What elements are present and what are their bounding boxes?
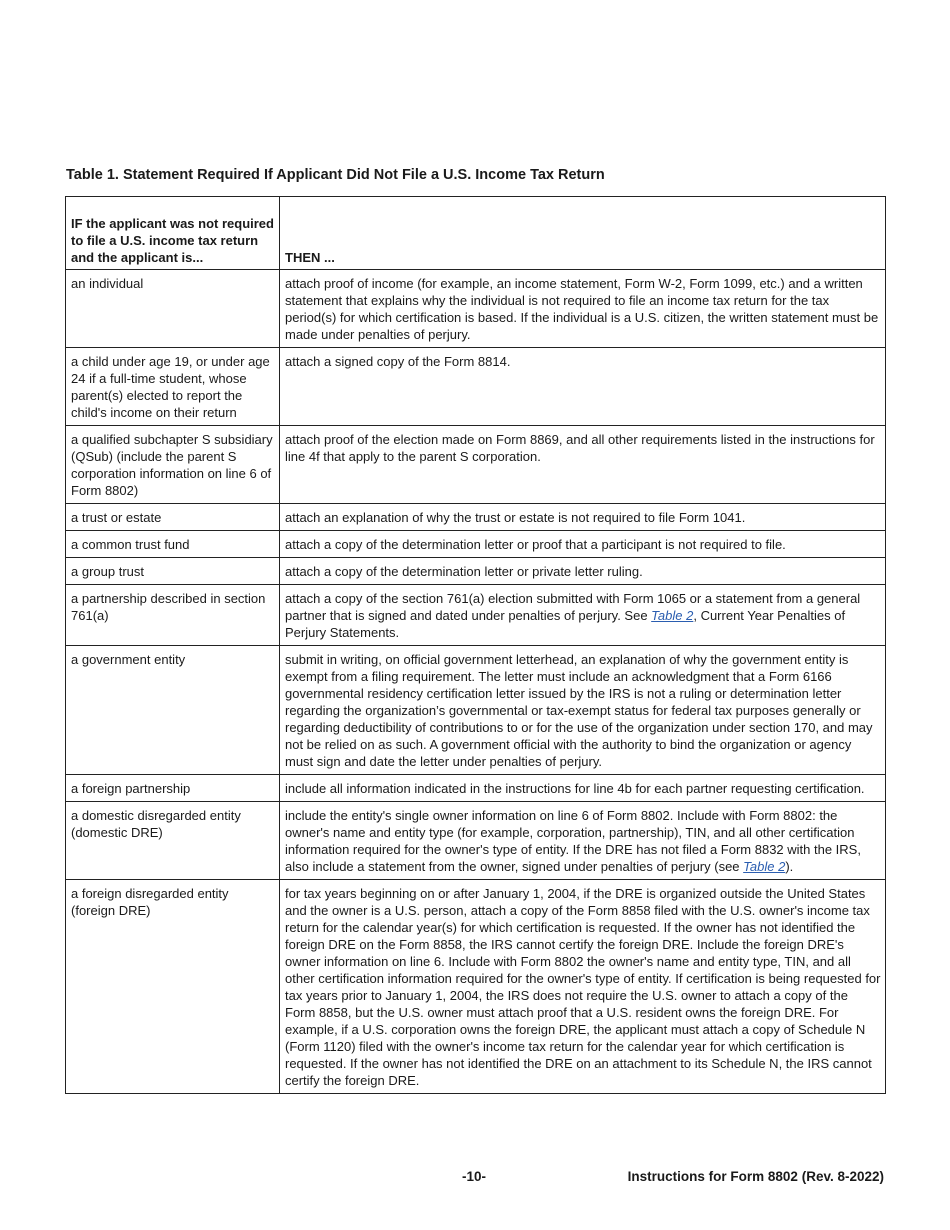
row-then-cell <box>280 585 886 646</box>
table-row <box>66 348 886 426</box>
row-if-cell: a trust or estate <box>66 504 280 531</box>
header-if: IF the applicant was not required to file a U.S. income tax return and the applicant is... <box>66 197 280 270</box>
table-title: Table 1. Statement Required If Applicant Did Not File a U.S. Income Tax Return <box>66 167 605 183</box>
table-row <box>66 880 886 1094</box>
table-row <box>66 775 886 802</box>
header-then: THEN ... <box>280 197 886 270</box>
row-then-cell: attach a copy of the determination letter or private letter ruling. <box>280 558 886 585</box>
table-2-link[interactable]: Table 2 <box>651 608 694 623</box>
row-then-cell: attach proof of income (for example, an income statement, Form W-2, Form 1099, etc.) and a written statement that explains why the individual is not required to file an income tax return for the tax period(s) for which certification is based. If the individual is a U.S. citizen, the written statement must be made under penalties of perjury. <box>280 270 886 348</box>
row-if-cell: a foreign disregarded entity (foreign DRE) <box>66 880 280 1094</box>
page-number: -10- <box>462 1169 487 1184</box>
row-then-cell: attach a signed copy of the Form 8814. <box>280 348 886 426</box>
table-row <box>66 585 886 646</box>
table-row <box>66 531 886 558</box>
row-then-cell <box>280 802 886 880</box>
row-then-cell: submit in writing, on official government letterhead, an explanation of why the government entity is exempt from a filing requirement. The letter must include an acknowledgment that a Form 6166 governmental residency certification letter issued by the IRS is not a ruling or determination letter regarding the organization’s governmental or tax-exempt status for federal tax purposes generally or regarding deductibility of contributions to or for the use of the organization under section 170, and may not be relied on as such. A government official with the authority to bind the organization or agency must sign and date the letter under penalties of perjury. <box>280 646 886 775</box>
row-then-cell: for tax years beginning on or after January 1, 2004, if the DRE is organized outside the United States and the owner is a U.S. person, attach a copy of the Form 8858 filed with the U.S. owner's income tax return for the calendar year(s) for which certification is requested. If the owner has not identified the foreign DRE on the Form 8858, the IRS cannot certify the foreign DRE. Include the foreign DRE's owner information on line 6. Include with Form 8802 the owner's name and entity type, TIN, and all other certification information required for the owner's type of entity. If certification is being requested for tax years prior to January 1, 2004, the IRS does not require the U.S. owner to attach a copy of the Form 8858, but the U.S. owner must attach proof that a U.S. resident owns the foreign DRE. For example, if a U.S. corporation owns the foreign DRE, the applicant must attach a copy of Schedule N (Form 1120) filed with the owner's income tax return for the calendar year for which certification is requested. If the owner has not identified the DRE on an attachment to its Schedule N, the IRS cannot certify the foreign DRE. <box>280 880 886 1094</box>
table-header-row <box>66 197 886 270</box>
row-then-cell: attach proof of the election made on Form 8869, and all other requirements listed in the instructions for line 4f that apply to the parent S corporation. <box>280 426 886 504</box>
row-then-cell: attach an explanation of why the trust or estate is not required to file Form 1041. <box>280 504 886 531</box>
row-then-cell: include all information indicated in the instructions for line 4b for each partner requesting certification. <box>280 775 886 802</box>
statement-table <box>65 196 886 1094</box>
row-if-cell: a qualified subchapter S subsidiary (QSub) (include the parent S corporation information on line 6 of Form 8802) <box>66 426 280 504</box>
table-row <box>66 646 886 775</box>
row-then-text: , Current Year Penalties of Perjury Statements. <box>285 608 846 640</box>
table-row <box>66 558 886 585</box>
table-row <box>66 504 886 531</box>
row-then-text: attach a copy of the section 761(a) election submitted with Form 1065 or a statement from a general partner that is signed and dated under penalties of perjury. See <box>285 591 861 623</box>
row-if-cell: a group trust <box>66 558 280 585</box>
row-if-cell: a government entity <box>66 646 280 775</box>
row-if-cell: an individual <box>66 270 280 348</box>
row-if-cell: a domestic disregarded entity (domestic DRE) <box>66 802 280 880</box>
table-row <box>66 426 886 504</box>
form-reference: Instructions for Form 8802 (Rev. 8-2022) <box>627 1169 884 1184</box>
row-if-cell: a child under age 19, or under age 24 if a full-time student, whose parent(s) elected to report the child's income on their return <box>66 348 280 426</box>
row-if-cell: a common trust fund <box>66 531 280 558</box>
table-row <box>66 802 886 880</box>
row-then-cell: attach a copy of the determination letter or proof that a participant is not required to file. <box>280 531 886 558</box>
table-2-link[interactable]: Table 2 <box>743 859 786 874</box>
row-if-cell: a foreign partnership <box>66 775 280 802</box>
table-row <box>66 270 886 348</box>
row-if-cell: a partnership described in section 761(a) <box>66 585 280 646</box>
row-then-text: ). <box>785 859 794 874</box>
row-then-text: include the entity's single owner information on line 6 of Form 8802. Include with Form 8802: the owner's name and entity type (for example, corporation, partnership), TIN, and all other certification information required for the owner's type of entity. If the DRE has not filed a Form 8832 with the IRS, also include a statement from the owner, signed under penalties of perjury (see <box>285 808 861 874</box>
